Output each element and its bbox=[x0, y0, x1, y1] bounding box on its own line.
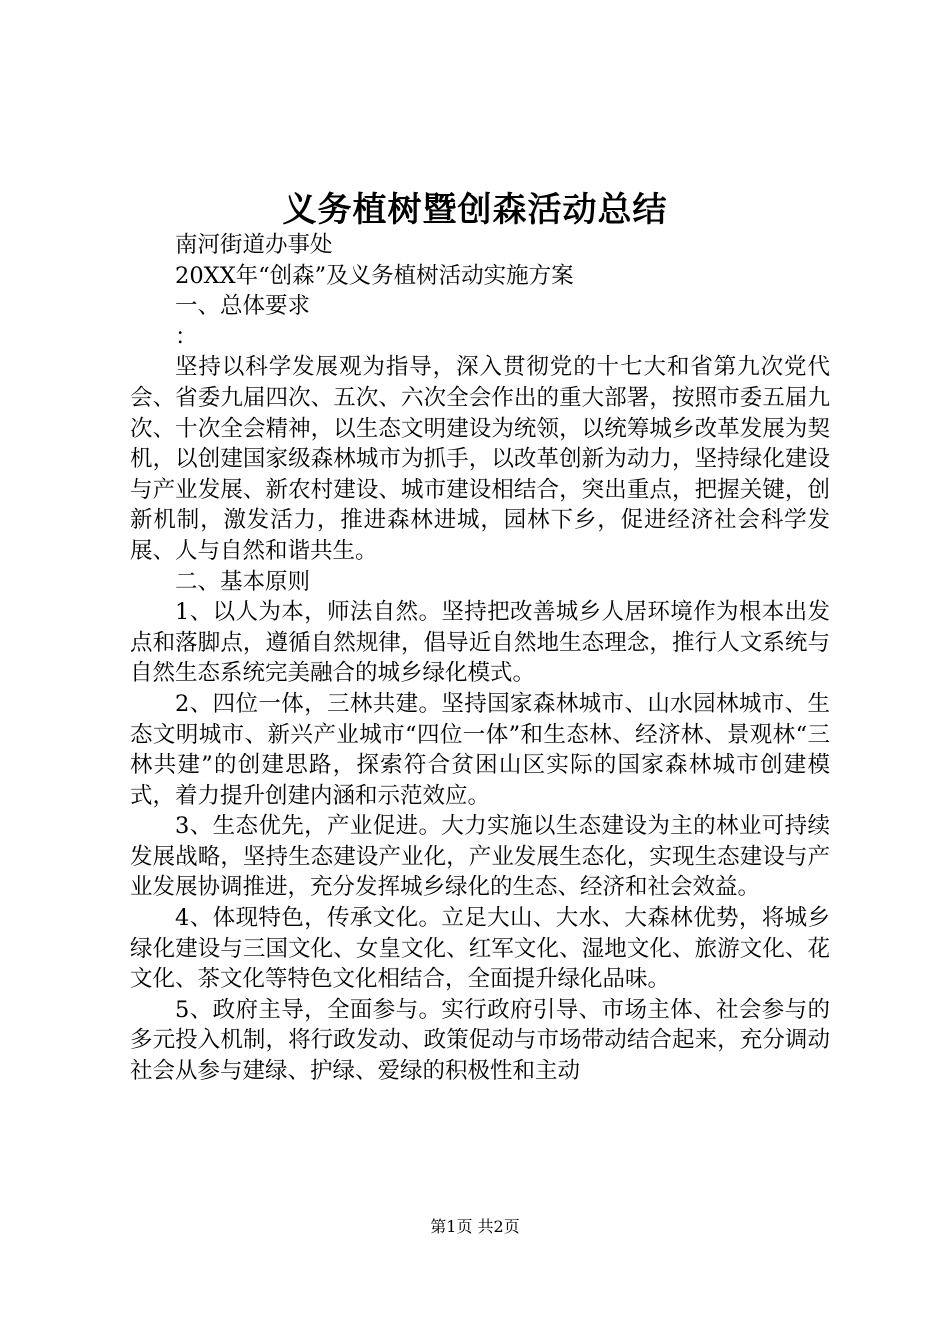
principle-paragraph-5: 5、政府主导，全面参与。实行政府引导、市场主体、社会参与的多元投入机制，将行政发动、政策促动与市场带动结合起来，充分调动社会从参与建绿、护绿、爱绿的积极性和主动 bbox=[130, 996, 830, 1085]
organization-name: 南河街道办事处 bbox=[175, 232, 333, 258]
plan-title: 20XX年“创森”及义务植树活动实施方案 bbox=[175, 262, 574, 289]
colon-mark: ： bbox=[175, 323, 198, 350]
document-title: 义务植树暨创森活动总结 bbox=[282, 190, 668, 230]
page-footer: 第1页 共2页 bbox=[430, 1217, 520, 1236]
principle-paragraph-3: 3、生态优先，产业促进。大力实施以生态建设为主的林业可持续发展战略，坚持生态建设产业化，产业发展生态化，实现生态建设与产业发展协调推进，充分发挥城乡绿化的生态、经济和社会效益。 bbox=[130, 813, 830, 901]
principle-paragraph-2: 2、四位一体，三林共建。坚持国家森林城市、山水园林城市、生态文明城市、新兴产业城市“四位一体”和生态林、经济林、景观林“三林共建”的创建思路，探索符合贫困山区实际的国家森林城市创建模式，着力提升创建内涵和示范效应。 bbox=[130, 690, 830, 809]
section-heading-basic-principles: 二、基本原则 bbox=[175, 568, 311, 595]
principle-paragraph-1: 1、以人为本，师法自然。坚持把改善城乡人居环境作为根本出发点和落脚点，遵循自然规律，倡导近自然地生态理念，推行人文系统与自然生态系统完美融合的城乡绿化模式。 bbox=[130, 599, 830, 687]
section-heading-general-requirements: 一、总体要求 bbox=[175, 293, 311, 320]
principle-paragraph-4: 4、体现特色，传承文化。立足大山、大水、大森林优势，将城乡绿化建设与三国文化、女皇文化、红军文化、湿地文化、旅游文化、花文化、茶文化等特色文化相结合，全面提升绿化品味。 bbox=[130, 905, 830, 993]
document-body bbox=[130, 230, 830, 1087]
paragraph-general-requirements: 坚持以科学发展观为指导，深入贯彻党的十七大和省第九次党代会、省委九届四次、五次、六次全会作出的重大部署，按照市委五届九次、十次全会精神，以生态文明建设为统领，以统筹城乡改革发展为契机，以创建国家级森林城市为抓手，以改革创新为动力，坚持绿化建设与产业发展、新农村建设、城市建设相结合，突出重点，把握关键，创新机制，激发活力，推进森林进城，园林下乡，促进经济社会科学发展、人与自然和谐共生。 bbox=[130, 354, 830, 564]
